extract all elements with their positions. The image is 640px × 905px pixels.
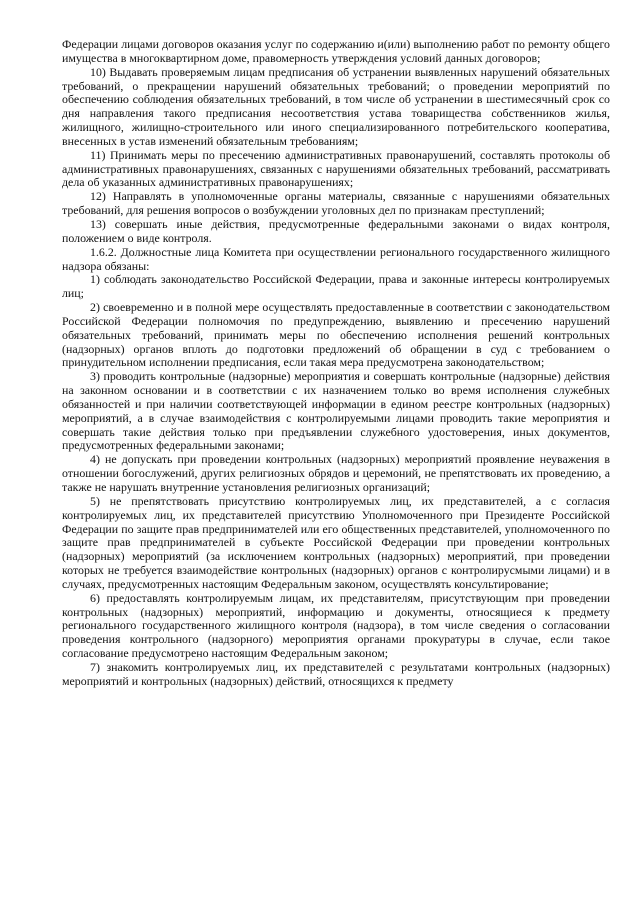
- paragraph-continuation: Федерации лицами договоров оказания услуг по содержанию и(или) выполнению работ по ремонту общего имущества в многоквартирном доме, правомерность утверждения условий данных договоров;: [62, 37, 610, 65]
- document-body: [62, 38, 610, 689]
- paragraph-duty-1: 1) соблюдать законодательство Российской Федерации, права и законные интересы контролируемых лиц;: [62, 272, 610, 301]
- paragraph-duty-6: 6) предоставлять контролируемым лицам, их представителям, присутствующим при проведении контрольных (надзорных) мероприятий, информацию и документы, относящиеся к предмету регионального государственного жилищного контроля (надзора), в том числе сведения о согласовании проведения контрольного (надзорного) мероприятия органами прокуратуры в случае, если такое согласование предусмотрено настоящим Федеральным законом;: [62, 590, 610, 661]
- paragraph-item-11: 11) Принимать меры по пресечению административных правонарушений, составлять протоколы об административных правонарушениях, связанных с нарушениями обязательных требований, рассматривать дела об указанных административных правонарушениях;: [62, 147, 610, 190]
- paragraph-duty-4: 4) не допускать при проведении контрольных (надзорных) мероприятий проявление неуважения в отношении богослужений, других религиозных обрядов и церемоний, не препятствовать их проведению, а также не нарушать внутренние установления религиозных организаций;: [62, 452, 610, 494]
- paragraph-duty-2: 2) своевременно и в полной мере осуществлять предоставленные в соответствии с законодательством Российской Федерации полномочия по предупреждению, выявлению и пресечению нарушений обязательных требований, принимать меры по обеспечению исполнения решений контрольных (надзорных) органов вплоть до подготовки предложений об обращении в суд с требованием о принудительном исполнении предписания, если такая мера предусмотрена законодательством;: [62, 300, 610, 370]
- paragraph-item-13: 13) совершать иные действия, предусмотренные федеральными законами о видах контроля, положением о виде контроля.: [62, 216, 610, 245]
- paragraph-section-1-6-2: 1.6.2. Должностные лица Комитета при осуществлении регионального государственного жилищного надзора обязаны:: [62, 244, 610, 273]
- paragraph-duty-5: 5) не препятствовать присутствию контролируемых лиц, их представителей, а с согласия контролируемых лиц, их представителей присутствию Уполномоченного при Президенте Российской Федерации по защите прав предпринимателей или его общественных представителей, уполномоченного по защите прав предпринимателей в субъекте Российской Федерации при проведении контрольных (надзорных) мероприятий (за исключением контрольных (надзорных) мероприятий, при проведении которых не требуется взаимодействие контрольных (надзорных) органов с контролирусмыми лицами) и в случаях, предусмотренных настоящим Федеральным законом, осуществлять консультирование;: [62, 493, 610, 591]
- paragraph-item-10: 10) Выдавать проверяемым лицам предписания об устранении выявленных нарушений обязательных требований, о прекращении нарушений обязательных требований; о проведении мероприятий по обеспечению соблюдения обязательных требований, в том числе об устранении в шестимесячный срок со дня направления такого предписания несоответствия устава товарищества собственников жилья, жилищного, жилищно-строительного или иного специализированного потребительского кооператива, внесенных в устав изменений обязательным требованиям;: [62, 64, 610, 148]
- paragraph-item-12: 12) Направлять в уполномоченные органы материалы, связанные с нарушениями обязательных требований, для решения вопросов о возбуждении уголовных дел по признакам преступлений;: [62, 189, 610, 218]
- paragraph-duty-3: 3) проводить контрольные (надзорные) мероприятия и совершать контрольные (надзорные) действия на законном основании и в соответствии с их назначением только во время исполнения служебных обязанностей и при наличии соответствующей информации в едином реестре контрольных (надзорных) мероприятий, а в случае взаимодействия с контролируемыми лицами проводить такие мероприятия и совершать такие действия только при предъявлении служебного удостоверения, иных документов, предусмотренных федеральными законами;: [62, 369, 610, 453]
- paragraph-duty-7: 7) знакомить контролируемых лиц, их представителей с результатами контрольных (надзорных) мероприятий и контрольных (надзорных) действий, относящихся к предмету: [62, 659, 610, 688]
